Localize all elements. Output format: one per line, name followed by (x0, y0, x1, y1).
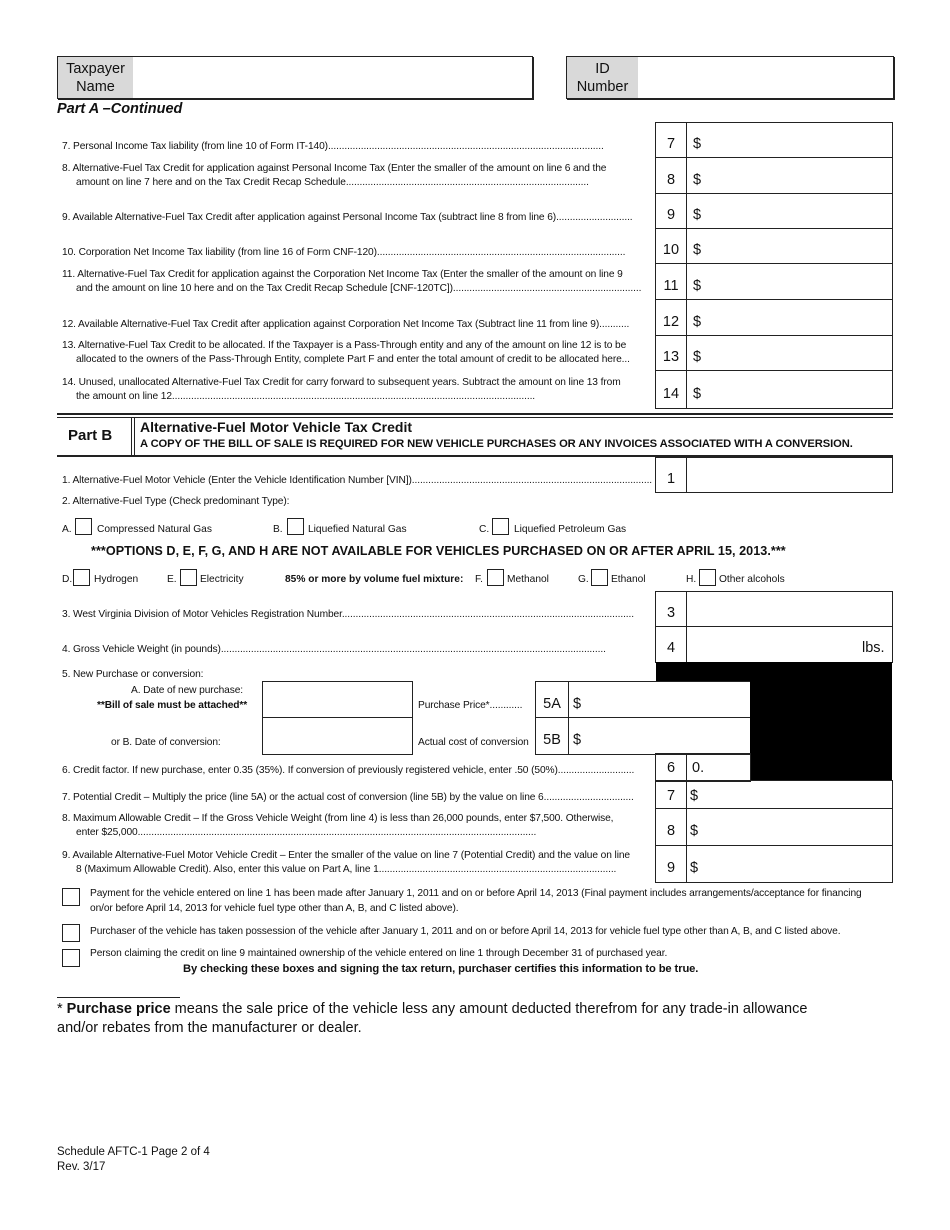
fuel-c-checkbox[interactable] (492, 518, 509, 535)
fuel-b-letter: B. (273, 524, 283, 535)
line5b-label: or B. Date of conversion: (111, 737, 221, 748)
part-a-line-14-amount-input[interactable] (706, 373, 888, 404)
part-a-line-9-text: 9. Available Alternative-Fuel Tax Credit after application against Personal Income Tax (subtract line 8 from line 6)............................ (62, 212, 633, 223)
conversion-cost-input[interactable] (586, 720, 746, 751)
line9-text-1: 9. Available Alternative-Fuel Motor Vehicle Credit – Enter the smaller of the value on line 7 (Potential Credit) and the value on line (62, 850, 630, 861)
certify-statement: By checking these boxes and signing the tax return, purchaser certifies this information to be true. (183, 963, 699, 975)
certification-1-text-1: Payment for the vehicle entered on line 1 has been made after January 1, 2011 and on or before April 14, 2013 (Final payment includes arrangements/acceptance for financing (90, 888, 862, 899)
part-a-line-10-amount-input[interactable] (706, 231, 888, 260)
fuel-f-label: Methanol (507, 574, 549, 585)
line4-number: 4 (666, 640, 676, 656)
taxpayer-name-label (58, 57, 133, 98)
fuel-e-letter: E. (167, 574, 177, 585)
line8-dollar: $ (690, 823, 699, 839)
options-notice: ***OPTIONS D, E, F, G, AND H ARE NOT AVAILABLE FOR VEHICLES PURCHASED ON OR AFTER APRIL 15, 2013.*** (91, 544, 786, 558)
part-b-subtitle: A COPY OF THE BILL OF SALE IS REQUIRED FOR NEW VEHICLE PURCHASES OR ANY INVOICES ASSOCIATED WITH A CONVERSION. (140, 438, 853, 450)
fuel-e-label: Electricity (200, 574, 244, 585)
certification-1-text-2: on/or before April 14, 2013 for vehicle fuel type other than A, B, and C listed above). (90, 903, 459, 914)
part-a-line-8-text-2: amount on line 7 here and on the Tax Credit Recap Schedule......................................................................................... (76, 177, 589, 188)
line5a-dollar: $ (573, 696, 582, 712)
part-a-title: Part A –Continued (57, 101, 183, 117)
fuel-f-checkbox[interactable] (487, 569, 504, 586)
shaded-block-right (750, 662, 892, 780)
id-label-line2: Number (576, 78, 629, 95)
certification-3-checkbox[interactable] (62, 949, 80, 967)
fuel-c-letter: C. (479, 524, 490, 535)
fuel-f-letter: F. (475, 574, 483, 585)
fuel-a-label: Compressed Natural Gas (97, 524, 212, 535)
part-a-line-8-amount-input[interactable] (706, 160, 888, 190)
fuel-h-letter: H. (686, 574, 697, 585)
purchase-price-input[interactable] (586, 684, 746, 715)
taxpayer-name-box (57, 56, 533, 99)
part-a-line-8-dollar: $ (693, 172, 702, 188)
potential-credit-input[interactable] (704, 783, 888, 805)
certification-3-text: Person claiming the credit on line 9 maintained ownership of the vehicle entered on line 1 through December 31 of purchased year. (90, 948, 668, 959)
id-number-label (567, 57, 638, 98)
footnote-text-1: means the sale price of the vehicle less any amount deducted therefrom for any trade-in allowance (170, 1001, 808, 1017)
vin-input[interactable] (690, 460, 888, 488)
part-a-line-14-number: 14 (662, 386, 680, 402)
fuel-d-checkbox[interactable] (73, 569, 90, 586)
part-a-line-13-number: 13 (662, 349, 680, 365)
registration-number-input[interactable] (690, 594, 888, 623)
taxpayer-label-line1: Taxpayer (66, 60, 125, 77)
gross-weight-unit: lbs. (862, 640, 885, 656)
part-a-line-13-amount-input[interactable] (706, 338, 888, 367)
line1-text: 1. Alternative-Fuel Motor Vehicle (Enter the Vehicle Identification Number [VIN])........................................................................................ (62, 475, 653, 486)
part-a-line-10-number: 10 (662, 242, 680, 258)
line2-text: 2. Alternative-Fuel Type (Check predominant Type): (62, 496, 290, 507)
date-of-purchase-input[interactable] (265, 684, 409, 715)
certification-1-checkbox[interactable] (62, 888, 80, 906)
purchase-price-label: Purchase Price*............ (418, 700, 523, 711)
line5a-number: 5A (543, 696, 561, 712)
certification-2-checkbox[interactable] (62, 924, 80, 942)
part-b-label: Part B (68, 427, 113, 444)
part-a-line-8-text: 8. Alternative-Fuel Tax Credit for application against Personal Income Tax (Enter the smaller of the amount on line 6 and the (62, 163, 607, 174)
line5-text: 5. New Purchase or conversion: (62, 669, 204, 680)
part-a-line-12-dollar: $ (693, 314, 702, 330)
taxpayer-label-line2: Name (76, 78, 115, 95)
line5b-dollar: $ (573, 732, 582, 748)
part-a-line-14-dollar: $ (693, 386, 702, 402)
footnote-text-2: and/or rebates from the manufacturer or dealer. (57, 1020, 362, 1036)
line7-text: 7. Potential Credit – Multiply the price (line 5A) or the actual cost of conversion (line 5B) by the value on line 6................................. (62, 792, 634, 803)
footnote-rule (57, 997, 180, 998)
fuel-b-label: Liquefied Natural Gas (308, 524, 407, 535)
fuel-g-letter: G. (578, 574, 589, 585)
line7-dollar: $ (690, 788, 699, 804)
actual-cost-label: Actual cost of conversion (418, 737, 529, 748)
line4-text: 4. Gross Vehicle Weight (in pounds)............................................................................................................................................. (62, 644, 606, 655)
fuel-mixture-label: 85% or more by volume fuel mixture: (285, 574, 464, 585)
fuel-h-label: Other alcohols (719, 574, 785, 585)
part-a-line-12-amount-input[interactable] (706, 302, 888, 332)
available-credit-input[interactable] (704, 848, 888, 879)
line8-number: 8 (666, 823, 676, 839)
part-a-line-8-number: 8 (666, 172, 676, 188)
taxpayer-name-field[interactable] (134, 57, 530, 98)
part-a-line-10-dollar: $ (693, 242, 702, 258)
footer-revision: Rev. 3/17 (57, 1161, 106, 1173)
part-a-line-9-number: 9 (666, 207, 676, 223)
part-a-line-14-text: 14. Unused, unallocated Alternative-Fuel Tax Credit for carry forward to subsequent years. Subtract the amount on line 13 from (62, 377, 621, 388)
part-a-line-11-number: 11 (663, 278, 679, 294)
footnote (57, 1000, 807, 1038)
fuel-a-letter: A. (62, 524, 72, 535)
id-number-box (566, 56, 894, 99)
part-a-line-11-text: 11. Alternative-Fuel Tax Credit for application against the Corporation Net Income Tax (Enter the smaller of the amount on line 9 (62, 269, 623, 280)
part-a-line-13-text: 13. Alternative-Fuel Tax Credit to be allocated. If the Taxpayer is a Pass-Through entity and any of the amount on line 12 is to be (62, 340, 627, 351)
line7-number: 7 (666, 788, 676, 804)
fuel-d-label: Hydrogen (94, 574, 139, 585)
part-a-line-11-dollar: $ (693, 278, 702, 294)
line9-number: 9 (666, 860, 676, 876)
date-of-conversion-input[interactable] (265, 720, 409, 751)
fuel-h-checkbox[interactable] (699, 569, 716, 586)
line3-number: 3 (666, 605, 676, 621)
part-a-line-7-amount-input[interactable] (706, 125, 888, 154)
footer-form-id: Schedule AFTC-1 Page 2 of 4 (57, 1146, 210, 1158)
part-a-line-13-dollar: $ (693, 349, 702, 365)
footnote-term: Purchase price (66, 1001, 171, 1017)
part-a-line-12-number: 12 (662, 314, 680, 330)
certification-2-text: Purchaser of the vehicle has taken possession of the vehicle after January 1, 2011 and on or before April 14, 2013 for vehicle fuel type other than A, B, and C listed above. (90, 926, 841, 937)
line5a-label: A. Date of new purchase: (131, 685, 243, 696)
fuel-g-checkbox[interactable] (591, 569, 608, 586)
part-a-line-7-dollar: $ (693, 136, 702, 152)
part-a-line-11-amount-input[interactable] (706, 266, 888, 296)
part-a-line-9-dollar: $ (693, 207, 702, 223)
part-a-line-13-text-2: allocated to the owners of the Pass-Through Entity, complete Part F and enter the total amount of credit to be allocated here... (76, 354, 630, 365)
fuel-a-checkbox[interactable] (75, 518, 92, 535)
part-a-line-14-text-2: the amount on line 12..................................................................................................................................... (76, 391, 536, 402)
line9-text-2: 8 (Maximum Allowable Credit). Also, enter this value on Part A, line 1....................................................................................... (76, 864, 617, 875)
line1-number: 1 (666, 471, 676, 487)
id-label-line1: ID (595, 60, 610, 77)
fuel-e-checkbox[interactable] (180, 569, 197, 586)
line9-dollar: $ (690, 860, 699, 876)
line8-text-1: 8. Maximum Allowable Credit – If the Gross Vehicle Weight (from line 4) is less than 26,000 pounds, enter $7,500. Otherwise, (62, 813, 614, 824)
fuel-b-checkbox[interactable] (287, 518, 304, 535)
part-a-line-7-text: 7. Personal Income Tax liability (from line 10 of Form IT-140)..................................................................................................... (62, 141, 604, 152)
part-a-line-11-text-2: and the amount on line 10 here and on the Tax Credit Recap Schedule [CNF-120TC])..................................................................... (76, 283, 642, 294)
gross-weight-input[interactable] (690, 629, 850, 658)
credit-factor-value[interactable]: 0. (692, 760, 705, 776)
line5b-number: 5B (543, 732, 561, 748)
line6-text: 6. Credit factor. If new purchase, enter 0.35 (35%). If conversion of previously registered vehicle, enter .50 (50%)............................ (62, 765, 635, 776)
line6-number: 6 (666, 760, 676, 776)
fuel-c-label: Liquefied Petroleum Gas (514, 524, 627, 535)
max-allowable-credit-input[interactable] (704, 811, 888, 842)
line3-text: 3. West Virginia Division of Motor Vehicles Registration Number........................................................................................................... (62, 609, 634, 620)
part-a-line-12-text: 12. Available Alternative-Fuel Tax Credit after application against Corporation Net Income Tax (Subtract line 11 from line 9)........... (62, 319, 630, 330)
part-a-line-7-number: 7 (666, 136, 676, 152)
fuel-d-letter: D. (62, 574, 73, 585)
footnote-star: * (57, 1001, 67, 1017)
part-a-line-9-amount-input[interactable] (706, 196, 888, 225)
line5a-note: **Bill of sale must be attached** (97, 700, 248, 711)
part-b-title: Alternative-Fuel Motor Vehicle Tax Credit (140, 419, 413, 435)
id-number-field[interactable] (639, 57, 891, 98)
line8-text-2: enter $25,000.................................................................................................................................................. (76, 827, 537, 838)
part-a-line-10-text: 10. Corporation Net Income Tax liability (from line 16 of Form CNF-120)........................................................................................... (62, 247, 626, 258)
fuel-g-label: Ethanol (611, 574, 646, 585)
